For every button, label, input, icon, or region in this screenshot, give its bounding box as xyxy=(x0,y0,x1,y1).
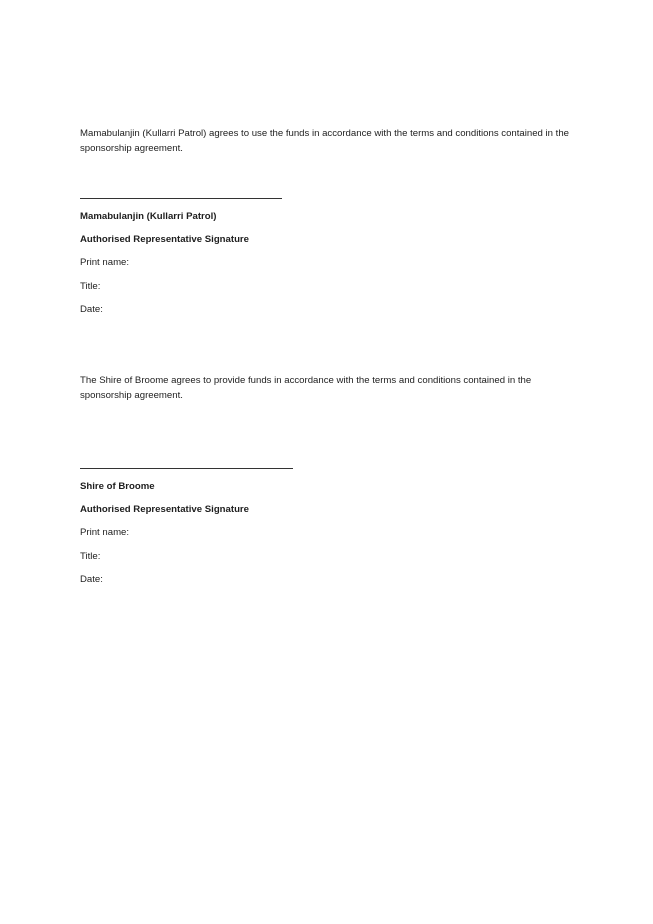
kullarri-title-label: Title: xyxy=(80,281,101,292)
shire-organisation-name: Shire of Broome xyxy=(80,481,155,492)
kullarri-signature-label: Authorised Representative Signature xyxy=(80,234,249,245)
shire-title-label: Title: xyxy=(80,551,101,562)
shire-print-name-label: Print name: xyxy=(80,527,130,538)
shire-date-label: Date: xyxy=(80,574,103,585)
shire-signature-label: Authorised Representative Signature xyxy=(80,504,249,515)
kullarri-agreement-statement: Mamabulanjin (Kullarri Patrol) agrees to use the funds in accordance with the terms and conditions contained in the sponsorship agreement. xyxy=(80,128,570,154)
shire-signature-line xyxy=(80,468,293,469)
shire-agreement-statement: The Shire of Broome agrees to provide funds in accordance with the terms and conditions contained in the sponsorship agreement. xyxy=(80,375,532,401)
kullarri-signature-line xyxy=(80,198,282,199)
kullarri-organisation-name: Mamabulanjin (Kullarri Patrol) xyxy=(80,211,217,222)
kullarri-date-label: Date: xyxy=(80,304,103,315)
kullarri-print-name-label: Print name: xyxy=(80,257,130,268)
